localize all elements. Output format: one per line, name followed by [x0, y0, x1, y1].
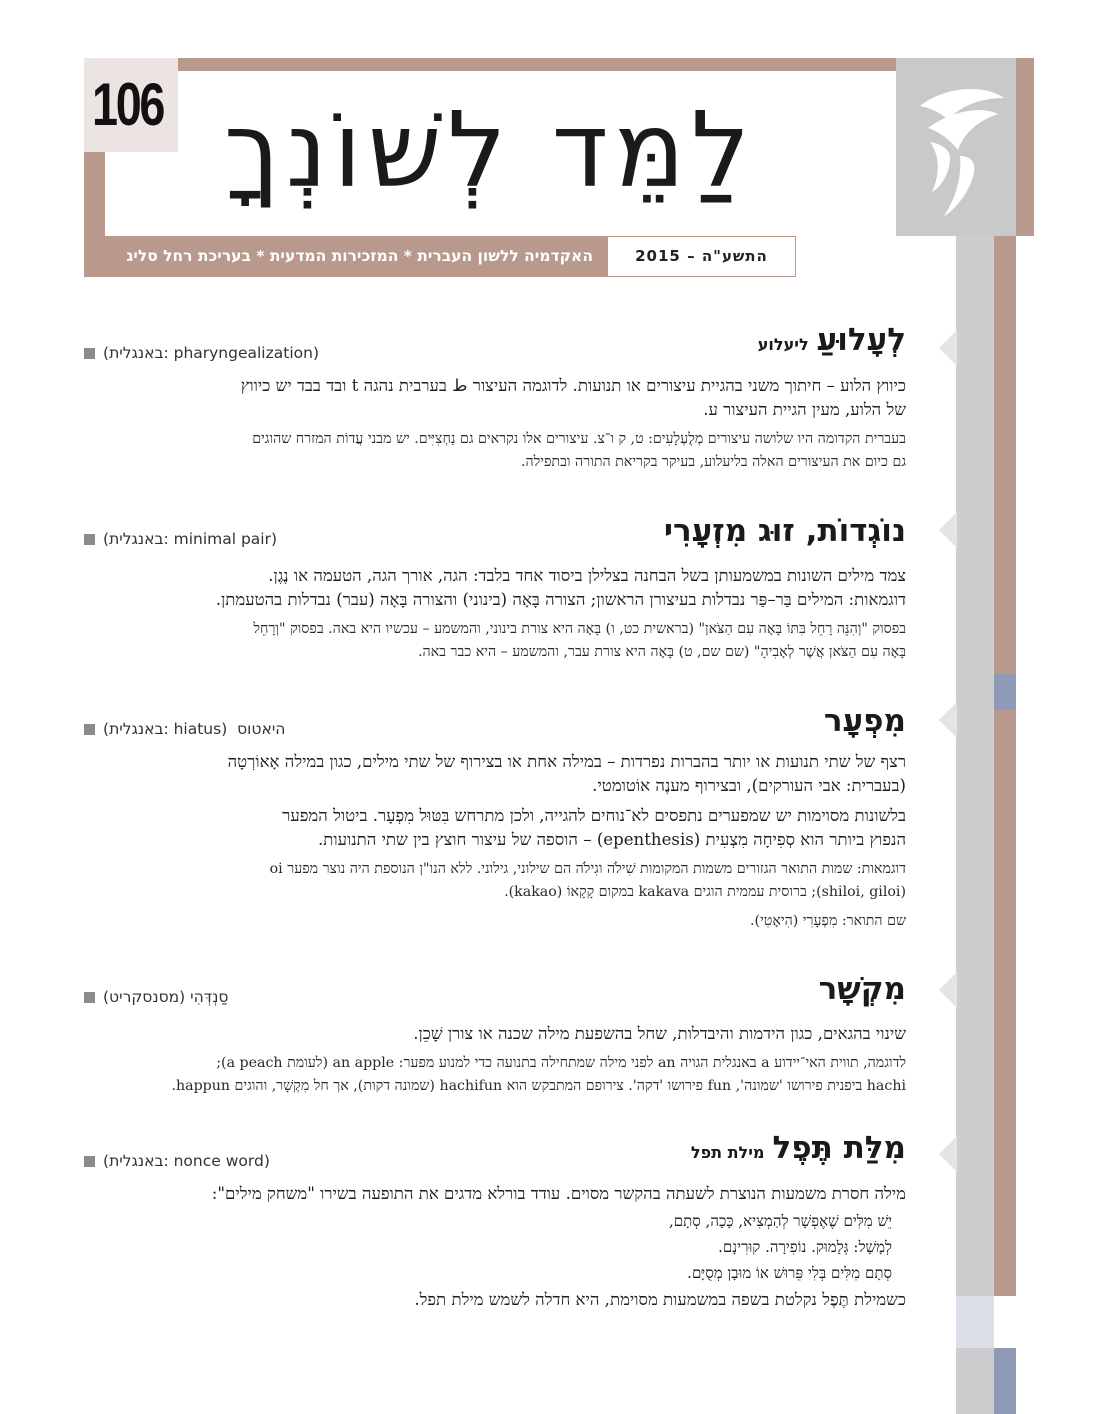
entry-body: [84, 750, 906, 798]
poem-quote: [84, 1208, 906, 1286]
english-term: [84, 530, 277, 548]
square-bullet-icon: [84, 992, 95, 1003]
body-line: (בעברית: אבי העורקים), ובצירוף מענֶה אוֹטומטי.: [592, 776, 906, 795]
body-line: הנפוץ ביותר הוא סְפִיחָה מִצְעִית (epenthesis) – הוספה של עיצור חוצץ בין שתי התנועות.: [317, 830, 906, 849]
note-line: בעברית הקדומה היו שלושה עיצורים מְלֻעְלָעִים: ט, ק ו־צ. עיצורים אלו נקראים גם נַחְצִיִּים. יש מבני עֲדוֹת המזרח שהוגים: [252, 431, 906, 447]
body-line: של הלוע, מעין הגיית העיצור ע.: [703, 400, 906, 419]
entry-marker: [939, 512, 957, 548]
logo-stripe: [1016, 58, 1034, 236]
entry-body: [84, 374, 906, 422]
body-line: כיווץ הלוע – חיתוך משני בהגיית עיצורים או תנועות. לדוגמה העיצור ط בערבית נהגה t ובד בבד יש כיווץ: [240, 376, 906, 395]
headword-text: לְעָלוּעַ: [816, 322, 906, 358]
side-column-gray: [956, 236, 994, 1414]
entry-body: [84, 1182, 906, 1206]
english-term: [84, 988, 228, 1006]
note-line: בָּאָה עִם הַצֹּאן אֲשֶׁר לְאָבִיהָ" (שם שם, ט) בָּאָה היא צורת עבר, והמשמע – היא כבר באה.: [417, 644, 906, 660]
english-term-text: (באנגלית: pharyngealization): [103, 344, 319, 362]
entry-note: [84, 618, 906, 664]
subtitle-text: האקדמיה ללשון העברית * המזכירות המדעית * בעריכת רחל סליג: [126, 247, 593, 265]
year-text: התשע"ה – 2015: [635, 247, 768, 265]
headword-alt: ליעלוע: [757, 335, 809, 354]
note-line: hachi ביפנית פירושו 'שמונה', fun פירושו 'דקה'. צירופם המתבקש הוא hachifun (שמונה דקות), אך חל מִקְשָׁר, והוגים happun.: [171, 1078, 906, 1094]
entry-hiatus: [84, 698, 906, 933]
body-line: מילה חסרת משמעות הנוצרת לשעתה בהקשר מסוים. עודד בורלא מדגים את התופעה בשירו "משחק מילים":: [211, 1184, 906, 1203]
subtitle-band: [84, 236, 607, 277]
body-line: כשמילת תֶּפֶל נקלטת בשפה במשמעות מסוימת, היא חדלה לשמש מילת תפל.: [414, 1290, 906, 1309]
note-line: שם התואר: מִפְעָרִי (הִיאָטִי).: [750, 913, 906, 929]
subtitle-bar: [84, 236, 796, 277]
english-term-text: (באנגלית: nonce word): [103, 1152, 270, 1170]
entry-pharyngealization: [84, 322, 906, 474]
headword-alt: מילת תפל: [690, 1143, 765, 1162]
note-line: (shiloi, giloi); ברוסית עממית הוגים kakava במקום קָקָאוֹ (kakao).: [504, 884, 906, 900]
side-column-blue-bottom: [994, 1348, 1016, 1414]
square-bullet-icon: [84, 534, 95, 545]
note-line: דוגמאות: שמות התואר הגזורים משמות המקומות שִׁילֹה וגִילֹה הם שילוני, גילוני. ללא הנו"ן הנוספת היה נוצר מפער oi: [269, 861, 906, 877]
note-line: לדוגמה, תווית האי־יידוע a באנגלית הגויה an לפני מילה שמתחילה בתנועה כדי למנוע מפער: an apple (לעומת a peach);: [216, 1055, 906, 1071]
entry-body-2: [84, 1288, 906, 1312]
entry-headword: [691, 1125, 906, 1176]
page-number: 106: [92, 71, 164, 138]
entry-headword: [664, 508, 906, 554]
square-bullet-icon: [84, 348, 95, 359]
note-line: בפסוק "וְהִנֵּה רָחֵל בִּתּוֹ בָּאָה עִם הַצֹּאן" (בראשית כט, ו) בָּאָה היא צורת בינוני, והמשמע – עכשיו היא באה. בפסוק "וְרָחֵל: [253, 621, 906, 637]
entry-headword: [819, 966, 906, 1012]
poem-line: יֵשׁ מִלִּים שֶׁאֶפְשָׁר לְהַמְצִיא, כָּכָה, סְתָם,: [668, 1212, 892, 1230]
body-line: רצף של שתי תנועות או יותר בהברות נפרדות – במילה אחת או בצירוף של שתי מילים, כגון במילה אָאוֹרְטָה: [227, 752, 906, 771]
poem-line: לְמָשָׁל: גְּלָמוּק. נוֹפִירָה. קוּרִינָם.: [718, 1238, 892, 1256]
english-term-text: (באנגלית: minimal pair): [103, 530, 278, 548]
entry-head: [84, 322, 906, 368]
headword-text: מִקְשָׁר: [818, 971, 906, 1007]
magazine-title: לַמֵּד לְשׁוֹנְךָ: [223, 89, 757, 211]
body-line: שינוי בהגאים, כגון הידמות והיבדלות, שחל בהשפעת מילה שכנה או צורן שָׁכֵן.: [413, 1024, 906, 1043]
entry-body: [84, 1022, 906, 1046]
side-column-brown: [994, 236, 1016, 1414]
entry-marker: [939, 1136, 957, 1172]
square-bullet-icon: [84, 1156, 95, 1167]
alt-term-text: היאטוס: [237, 720, 286, 738]
side-column-white-block: [994, 1296, 1016, 1348]
headword-text: מִלַּת תֶּפֶל: [772, 1130, 906, 1166]
body-line: צמד מילים השונות במשמעותן בשל הבחנה בצלילן ביסוד אחד בלבד: הגה, אורך הגה, הטעמה או נֶגֶן.: [268, 566, 906, 585]
headword-text: מִפְעָר: [823, 703, 906, 739]
note-line: גם כיום את העיצורים האלה בליעלוע, בעיקר בקריאת התורה ובתפילה.: [520, 454, 906, 470]
entry-body-2: [84, 804, 906, 852]
entry-note: [84, 428, 906, 474]
entry-headword: [824, 698, 906, 744]
english-term: [84, 344, 319, 362]
header-left-bar: [84, 152, 105, 236]
poem-line: סְתָם מִלִּים בְּלִי פֵּרוּשׁ אוֹ מוּבָן מְסֻיָּם.: [687, 1264, 892, 1282]
body-line: בלשונות מסוימות יש שמפערים נתפסים לא־נוחים להגייה, ולכן מתרחש בִּטּוּל מִפְעָר. ביטול המפער: [282, 806, 906, 825]
english-term-text: סַנְדְּהִי (מסנסקריט): [103, 988, 229, 1006]
entry-head: [84, 508, 906, 554]
headword-text: נוֹגְדוֹת, זוּג מִזְעָרִי: [663, 513, 906, 549]
english-term: [84, 1152, 270, 1170]
entry-marker: [939, 972, 957, 1008]
entry-body: [84, 564, 906, 612]
entry-marker: [939, 330, 957, 366]
side-column-light-block: [956, 1296, 994, 1348]
entry-note-adjective: [84, 910, 906, 933]
academy-logo-icon: [900, 76, 1016, 226]
entry-sandhi: [84, 966, 906, 1098]
entry-head: [84, 698, 906, 744]
entry-nonce-word: [84, 1130, 906, 1312]
entry-note: [84, 858, 906, 904]
entry-minimal-pair: [84, 508, 906, 664]
side-column-blue-mark: [994, 674, 1016, 710]
body-line: דוגמאות: המילים בַּר–פַּר נבדלות בעיצורן הראשון; הצורה בָּאָה (בינוני) והצורה בָּאָה (עבר) נבדלות בהטעמתן.: [215, 590, 906, 609]
entry-headword: [758, 317, 906, 368]
entry-note: [84, 1052, 906, 1098]
english-term-text: (באנגלית: hiatus): [103, 720, 228, 738]
academy-logo: [896, 58, 1016, 236]
entry-head: [84, 1130, 906, 1176]
english-term: [84, 720, 285, 738]
year-box: [607, 236, 796, 277]
entry-head: [84, 966, 906, 1012]
square-bullet-icon: [84, 724, 95, 735]
entry-marker: [939, 702, 957, 738]
